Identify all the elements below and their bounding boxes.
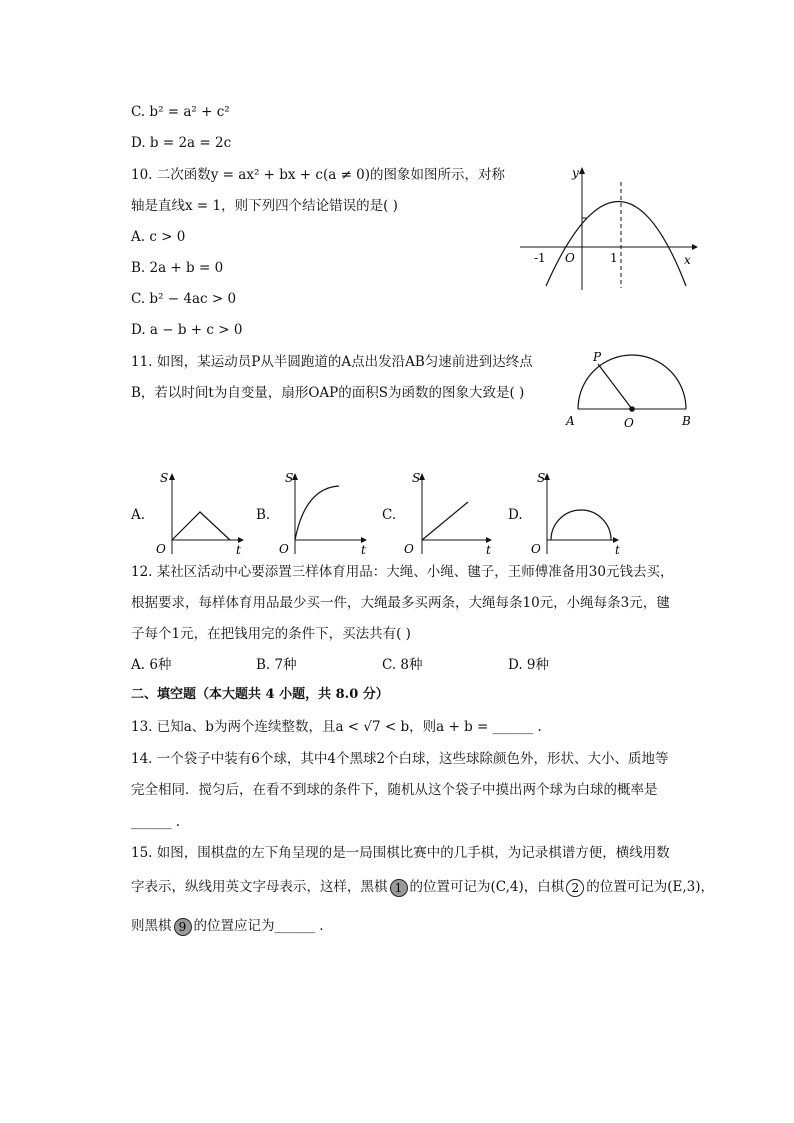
t-label: t [236, 543, 241, 557]
q10-option-c: C. b² − 4ac > 0 [131, 291, 237, 307]
minus-one-label: -1 [534, 251, 546, 265]
label-o: O [624, 416, 634, 430]
q12-stem-line3: 子每个1元，在把钱用完的条件下，买法共有( ) [131, 626, 411, 642]
q12-option-b: B. 7种 [256, 657, 297, 673]
q11-option-a-label: A. [131, 507, 146, 523]
q11-option-d-label: D. [508, 507, 523, 523]
one-label: 1 [610, 251, 618, 265]
q15-stem-line3 [131, 917, 324, 936]
q11-option-b-graph [277, 466, 377, 558]
q11-option-c-label: C. [382, 507, 397, 523]
radius-op [598, 364, 632, 409]
q11-stem-line2: B，若以时间t为自变量，扇形OAP的面积S为函数的图象大致是( ) [131, 385, 525, 401]
center-point [629, 406, 635, 412]
graph-line [422, 502, 468, 540]
q10-option-d: D. a − b + c > 0 [131, 322, 243, 338]
q10-option-a: A. c > 0 [131, 229, 186, 245]
graph-curve [295, 486, 339, 540]
origin-label: O [565, 251, 575, 265]
q14-stem-line2: 完全相同．搅匀后，在看不到球的条件下，随机从这个袋子中摸出两个球为白球的概率是 [131, 782, 658, 798]
o-label: O [404, 542, 414, 556]
q15-line2-part1: 字表示，纵线用英文字母表示，这样，黑棋 [131, 879, 388, 895]
q9-option-c: C. b² = a² + c² [131, 104, 230, 120]
q12-stem-line1: 12. 某社区活动中心要添置三样体育用品：大绳、小绳、毽子，王师傅准备用30元钱去买， [131, 564, 674, 580]
label-b: B [682, 414, 691, 428]
q13-stem: 13. 已知a、b为两个连续整数，且a < √7 < b，则a + b = ______ . [131, 719, 542, 735]
q11-option-d-graph [527, 466, 627, 558]
t-label: t [361, 543, 366, 557]
s-axis-arrow [169, 473, 175, 480]
q15-line2-part2: 的位置可记为(C,4)，白棋 [409, 879, 565, 895]
q15-stem-line2 [131, 878, 714, 897]
white-stone-2-icon: 2 [566, 879, 584, 897]
q10-parabola-graph [520, 162, 700, 292]
s-label: S [537, 471, 546, 485]
q12-option-d: D. 9种 [508, 657, 550, 673]
q12-stem-line2: 根据要求，每样体育用品最少买一件，大绳最多买两条，大绳每条10元，小绳每条3元，毽 [131, 595, 670, 611]
s-label: S [285, 471, 294, 485]
black-stone-9-icon: 9 [174, 918, 192, 936]
q15-stem-line1: 15. 如图，围棋盘的左下角呈现的是一局围棋比赛中的几手棋，为记录棋谱方便，横线用数 [131, 845, 670, 861]
s-label: S [412, 471, 421, 485]
t-label: t [615, 543, 620, 557]
q10-stem-line2: 轴是直线x = 1，则下列四个结论错误的是( ) [131, 198, 398, 214]
q12-option-c: C. 8种 [382, 657, 423, 673]
label-p: P [593, 350, 602, 364]
graph-curve [172, 512, 230, 540]
x-label: x [684, 253, 691, 267]
q10-stem-line1: 10. 二次函数y = ax² + bx + c(a ≠ 0)的图象如图所示，对称 [131, 167, 506, 183]
t-label: t [486, 543, 491, 557]
graph-curve [551, 510, 611, 540]
black-stone-1-icon: 1 [390, 879, 408, 897]
o-label: O [279, 542, 289, 556]
q15-line3-part1: 则黑棋 [131, 918, 172, 934]
q10-option-b: B. 2a + b = 0 [131, 260, 224, 276]
q11-stem-line1: 11. 如图，某运动员P从半圆跑道的A点出发沿AB匀速前进到达终点 [131, 354, 533, 370]
q15-line2-part3: 的位置可记为(E,3)， [586, 879, 715, 895]
q9-option-d: D. b = 2a = 2c [131, 135, 232, 151]
y-label: y [572, 166, 579, 180]
y-axis-arrow [579, 167, 585, 174]
section-fill-in-title: 二、填空题（本大题共 4 小题，共 8.0 分） [131, 687, 389, 702]
q11-option-c-graph [402, 466, 502, 558]
q11-semicircle-figure [560, 345, 705, 435]
q14-stem-line1: 14. 一个袋子中装有6个球，其中4个黑球2个白球，这些球除颜色外，形状、大小、质地等 [131, 751, 669, 767]
o-label: O [156, 542, 166, 556]
q11-option-a-graph [150, 466, 250, 558]
x-axis-arrow [692, 244, 698, 250]
label-a: A [566, 414, 575, 428]
q12-option-a: A. 6种 [131, 657, 172, 673]
q14-answer-blank: ______ . [131, 814, 181, 830]
o-label: O [531, 542, 541, 556]
q11-option-b-label: B. [256, 507, 271, 523]
q15-line3-part2: 的位置应记为______ . [193, 918, 324, 934]
s-label: S [160, 471, 169, 485]
parabola-curve [546, 202, 686, 287]
